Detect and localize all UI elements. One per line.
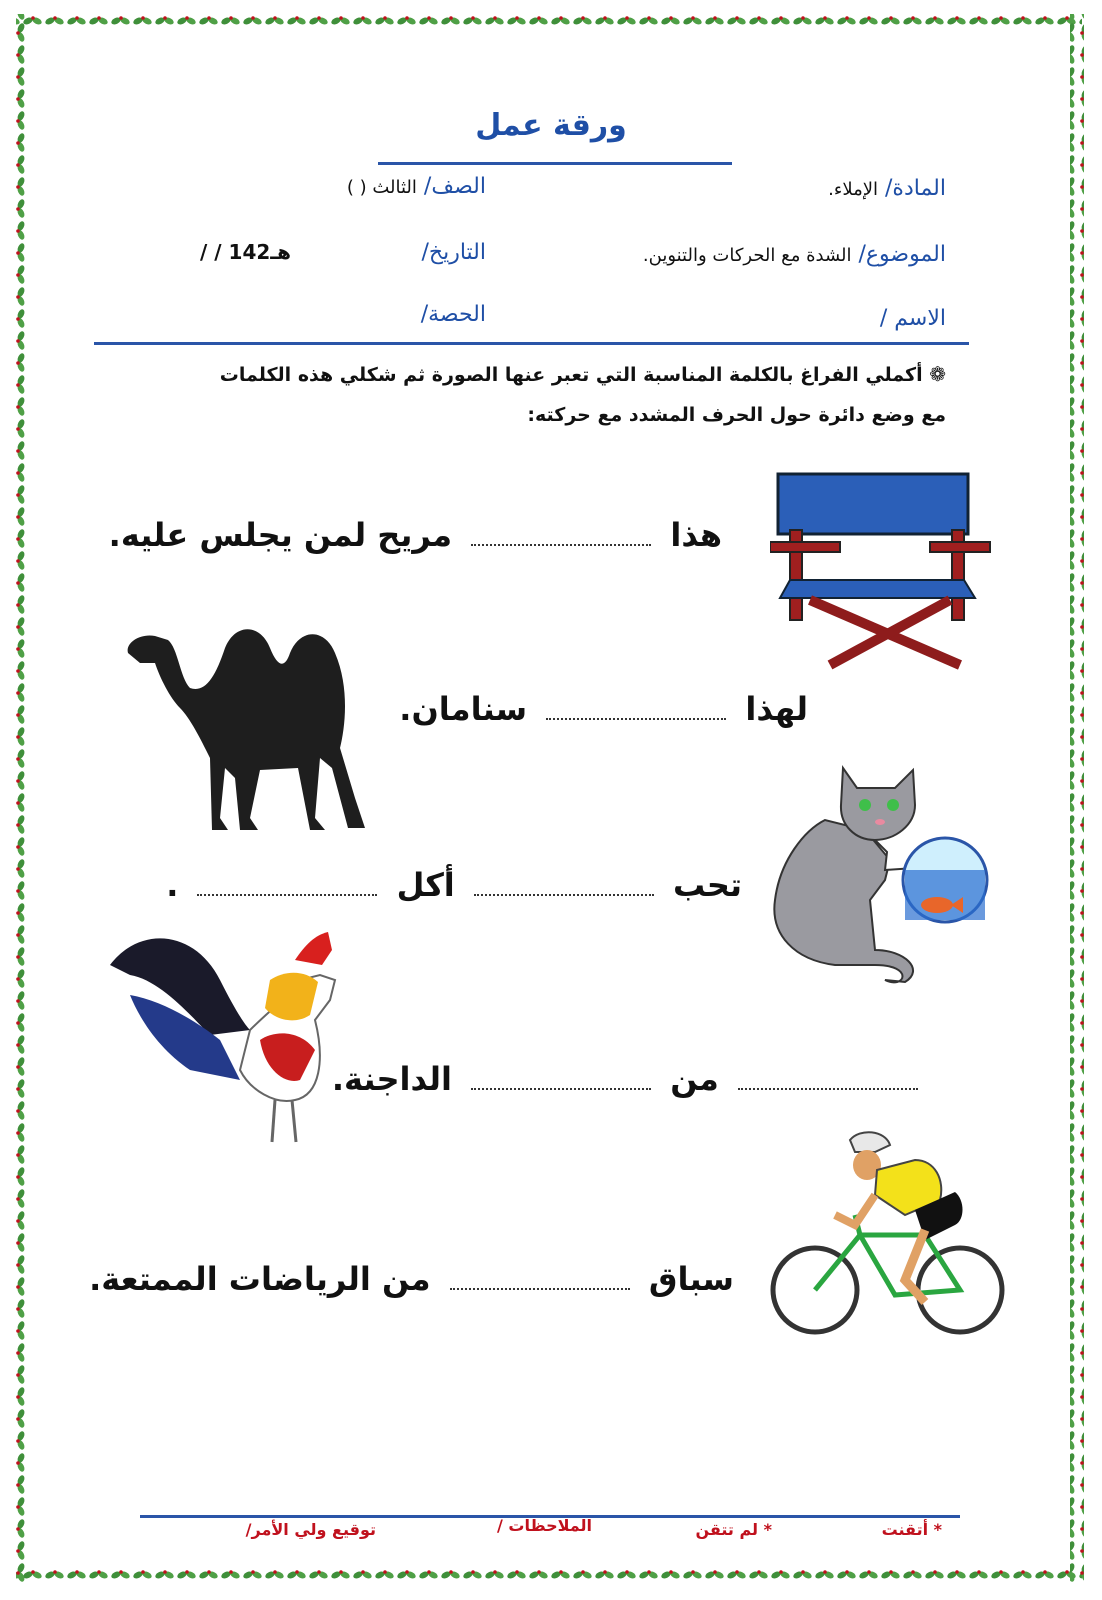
sentence-1-after: مريح لمن يجلس عليه. bbox=[108, 516, 453, 554]
date-value: / / 142هـ bbox=[200, 240, 291, 264]
grade-label: الصف/ bbox=[423, 174, 486, 199]
page-title: ورقة عمل bbox=[475, 108, 627, 143]
title-underline bbox=[378, 162, 732, 165]
sentence-4-after: الداجنة. bbox=[331, 1060, 452, 1098]
footer-not-mastered: * لم تتقن bbox=[695, 1520, 772, 1539]
sentence-2-after: سنامان. bbox=[399, 690, 528, 728]
sentence-2 bbox=[399, 690, 808, 728]
sentence-4 bbox=[332, 1060, 926, 1098]
date-field bbox=[421, 240, 486, 265]
sentence-5-before: سباق bbox=[648, 1260, 734, 1298]
blank-5[interactable] bbox=[450, 1288, 630, 1290]
name-label: الاسم / bbox=[879, 306, 946, 331]
camel-icon bbox=[120, 618, 375, 838]
grade-value: الثالث ( ) bbox=[346, 177, 417, 198]
sentence-5-after: من الرياضات الممتعة. bbox=[89, 1260, 431, 1298]
blank-4b[interactable] bbox=[471, 1088, 651, 1090]
blank-4a[interactable] bbox=[738, 1088, 918, 1090]
chair-icon bbox=[770, 470, 995, 675]
sentence-2-before: لهذا bbox=[745, 690, 808, 728]
header-divider bbox=[94, 342, 969, 345]
topic-label: الموضوع/ bbox=[858, 242, 946, 267]
instruction-line-2: مع وضع دائرة حول الحرف المشدد مع حركته: bbox=[527, 404, 946, 426]
sentence-3-end: . bbox=[166, 866, 179, 904]
footer-mastered: * أتقنت bbox=[881, 1520, 942, 1539]
blank-3a[interactable] bbox=[474, 894, 654, 896]
subject-value: الإملاء. bbox=[828, 179, 879, 200]
topic-value: الشدة مع الحركات والتنوين. bbox=[642, 245, 852, 266]
sentence-1 bbox=[109, 516, 722, 554]
subject-field bbox=[828, 176, 946, 201]
blank-1[interactable] bbox=[471, 544, 651, 546]
footer-parent-signature: توقيع ولي الأمر/ bbox=[245, 1520, 376, 1539]
footer-notes: الملاحظات / bbox=[497, 1516, 592, 1535]
sentence-3-middle: أكل bbox=[396, 866, 455, 904]
period-field[interactable] bbox=[421, 302, 486, 327]
sentence-3 bbox=[166, 866, 742, 904]
rooster-icon bbox=[100, 920, 340, 1150]
sentence-4-middle: من bbox=[670, 1060, 719, 1098]
sentence-5 bbox=[89, 1260, 734, 1298]
cat-with-fishbowl-icon bbox=[765, 760, 1005, 990]
period-label: الحصة/ bbox=[420, 302, 486, 327]
instruction-bullet-icon: ❁ bbox=[929, 362, 946, 386]
sentence-3-before: تحب bbox=[673, 866, 742, 904]
blank-2[interactable] bbox=[546, 718, 726, 720]
instruction-line-1: ❁ أكملي الفراغ بالكلمة المناسبة التي تعبر عنها الصورة ثم شكلي هذه الكلمات bbox=[219, 362, 946, 386]
topic-field bbox=[643, 242, 946, 267]
grade-field bbox=[347, 174, 486, 199]
cyclist-icon bbox=[765, 1130, 1010, 1340]
sentence-1-before: هذا bbox=[670, 516, 722, 554]
subject-label: المادة/ bbox=[885, 176, 946, 201]
date-label: التاريخ/ bbox=[421, 240, 486, 265]
name-field[interactable] bbox=[880, 306, 946, 331]
blank-3b[interactable] bbox=[197, 894, 377, 896]
